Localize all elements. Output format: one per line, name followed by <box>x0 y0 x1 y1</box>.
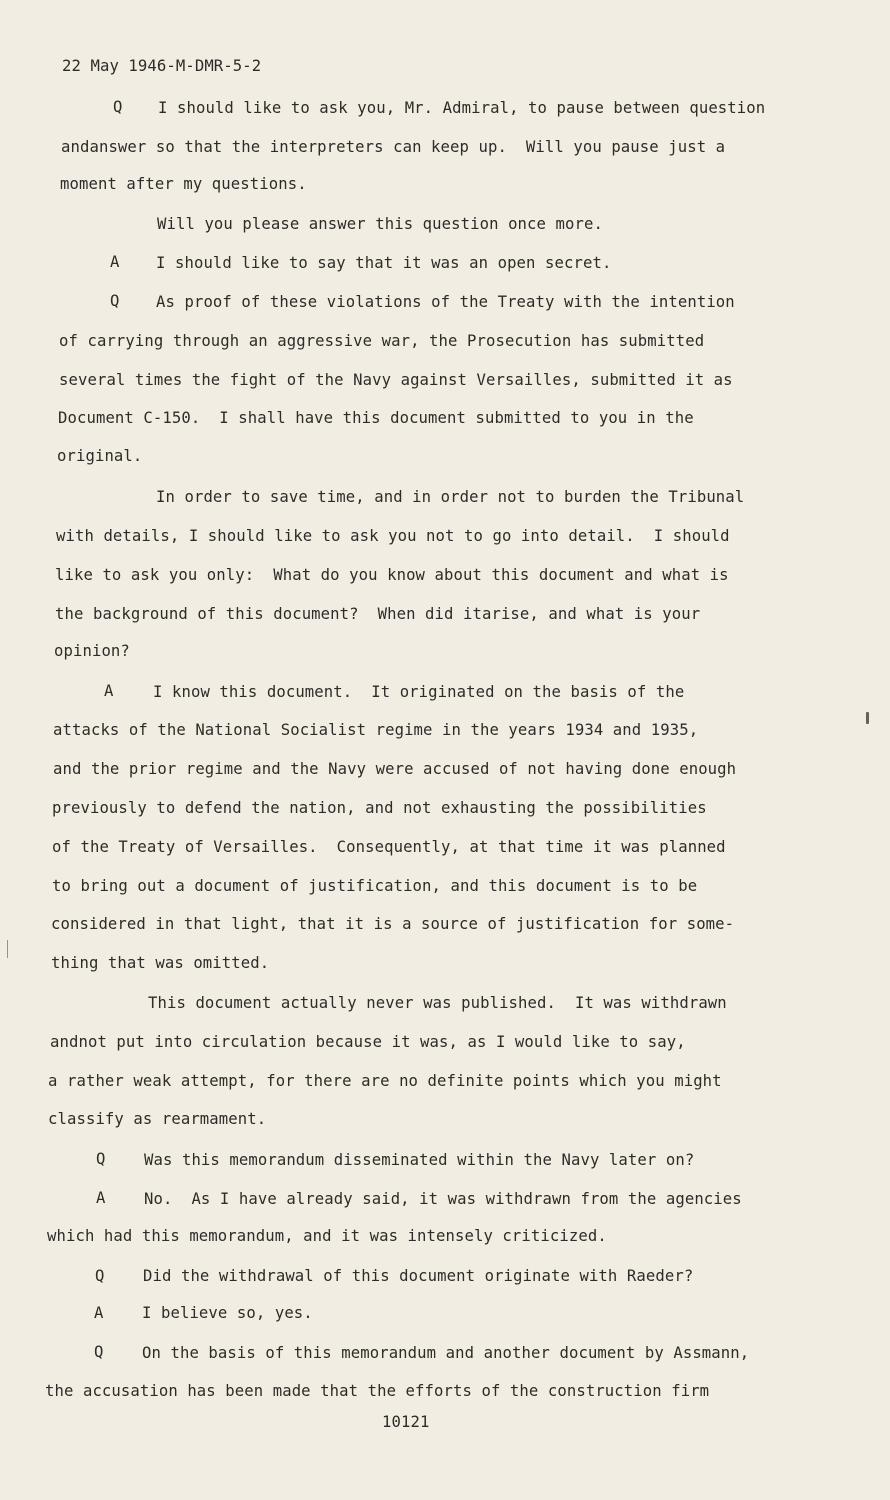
transcript-line: previously to defend the nation, and not exhausting the possibilities <box>52 799 707 817</box>
transcript-line: opinion? <box>54 642 130 660</box>
transcript-line: attacks of the National Socialist regime in the years 1934 and 1935, <box>53 721 699 739</box>
speaker-label: Q <box>110 292 120 310</box>
transcript-line: a rather weak attempt, for there are no definite points which you might <box>48 1072 722 1090</box>
transcript-line: thing that was omitted. <box>51 954 270 972</box>
transcript-line: classify as rearmament. <box>48 1110 267 1128</box>
transcript-line: and the prior regime and the Navy were accused of not having done enough <box>53 760 737 778</box>
transcript-line: several times the fight of the Navy against Versailles, submitted it as <box>59 371 733 389</box>
speaker-label: A <box>110 253 120 271</box>
speaker-label: Q <box>113 98 123 116</box>
transcript-line: On the basis of this memorandum and another document by Assmann, <box>142 1344 750 1362</box>
transcript-line: which had this memorandum, and it was intensely criticized. <box>47 1227 607 1245</box>
margin-mark <box>7 940 8 958</box>
transcript-line: of carrying through an aggressive war, the Prosecution has submitted <box>59 332 705 350</box>
transcript-line: andnot put into circulation because it was, as I would like to say, <box>50 1033 686 1051</box>
transcript-line: I should like to ask you, Mr. Admiral, to pause between question <box>158 99 766 117</box>
speaker-label: A <box>94 1304 104 1322</box>
transcript-line: I believe so, yes. <box>142 1304 313 1322</box>
transcript-line: As proof of these violations of the Treaty with the intention <box>156 293 735 311</box>
transcript-line: of the Treaty of Versailles. Consequently, at that time it was planned <box>52 838 726 856</box>
transcript-line: Document C-150. I shall have this document submitted to you in the <box>58 409 694 427</box>
transcript-line: Did the withdrawal of this document originate with Raeder? <box>143 1267 694 1285</box>
transcript-line: original. <box>57 447 143 465</box>
transcript-line: Will you please answer this question once more. <box>157 215 603 233</box>
transcript-line: This document actually never was published. It was withdrawn <box>148 994 727 1012</box>
transcript-line: In order to save time, and in order not to burden the Tribunal <box>156 488 745 506</box>
transcript-line: like to ask you only: What do you know about this document and what is <box>55 566 729 584</box>
speaker-label: Q <box>95 1267 105 1285</box>
transcript-line: the background of this document? When did itarise, and what is your <box>55 605 701 623</box>
transcript-line: Was this memorandum disseminated within the Navy later on? <box>144 1151 695 1169</box>
transcript-line: considered in that light, that it is a source of justification for some- <box>51 915 735 933</box>
speaker-label: Q <box>96 1150 106 1168</box>
transcript-line: moment after my questions. <box>60 175 307 193</box>
speaker-label: Q <box>94 1343 104 1361</box>
transcript-line: I know this document. It originated on the basis of the <box>153 683 685 701</box>
margin-mark <box>866 712 869 724</box>
document-header: 22 May 1946-M-DMR-5-2 <box>62 57 262 75</box>
transcript-line: No. As I have already said, it was withdrawn from the agencies <box>144 1190 742 1208</box>
transcript-line: I should like to say that it was an open secret. <box>156 254 612 272</box>
transcript-line: the accusation has been made that the efforts of the construction firm <box>45 1382 710 1400</box>
transcript-line: to bring out a document of justification, and this document is to be <box>52 877 698 895</box>
speaker-label: A <box>104 682 114 700</box>
transcript-line: with details, I should like to ask you not to go into detail. I should <box>56 527 730 545</box>
transcript-line: andanswer so that the interpreters can keep up. Will you pause just a <box>61 138 726 156</box>
page-number: 10121 <box>382 1413 430 1431</box>
speaker-label: A <box>96 1189 106 1207</box>
